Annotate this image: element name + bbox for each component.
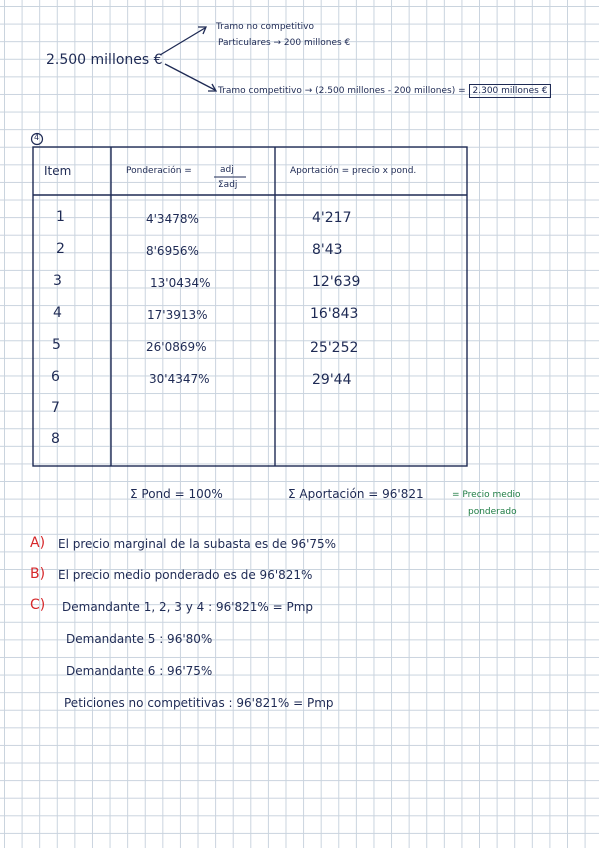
sum-aportacion: Σ Aportación = 96'821 — [288, 487, 424, 501]
row-2-pond: 8'6956% — [146, 244, 199, 258]
arrow-down-line — [165, 64, 215, 90]
row-1-pond: 4'3478% — [146, 212, 199, 226]
row-4-item: 4 — [53, 305, 62, 321]
branch-competitive — [218, 86, 551, 96]
row-5-aport: 25'252 — [310, 340, 359, 356]
answer-c-line3: Demandante 6 : 96'75% — [66, 664, 213, 678]
header-fraction-denominator: Σadj — [218, 180, 238, 190]
header-ponderacion: Ponderación = — [126, 166, 192, 176]
row-6-item: 6 — [51, 369, 60, 385]
answer-c-line1: Demandante 1, 2, 3 y 4 : 96'821% = Pmp — [62, 600, 314, 614]
answer-b-label: B) — [30, 566, 46, 582]
row-4-pond: 17'3913% — [147, 308, 208, 322]
row-3-pond: 13'0434% — [150, 276, 211, 290]
header-aportacion: Aportación = precio x pond. — [290, 166, 417, 176]
circle-marker-label: 4 — [34, 133, 40, 142]
row-8-item: 8 — [51, 431, 60, 447]
row-1-aport: 4'217 — [312, 210, 352, 226]
total-amount: 2.500 millones € — [46, 52, 163, 68]
header-item: Item — [44, 164, 72, 178]
row-4-aport: 16'843 — [310, 306, 359, 322]
answer-b-text: El precio medio ponderado es de 96'821% — [58, 568, 313, 582]
row-2-item: 2 — [56, 241, 65, 257]
branch-noncompetitive-title: Tramo no competitivo — [216, 22, 314, 32]
sum-note-line2: ponderado — [468, 507, 517, 517]
row-6-pond: 30'4347% — [149, 372, 210, 386]
branch-competitive-result: 2.300 millones € — [469, 84, 552, 98]
row-5-item: 5 — [52, 337, 61, 353]
branch-noncompetitive-detail: Particulares → 200 millones € — [218, 38, 351, 48]
answer-c-label: C) — [30, 597, 46, 613]
row-2-aport: 8'43 — [312, 242, 343, 258]
row-1-item: 1 — [56, 209, 65, 225]
answer-c-line4: Peticiones no competitivas : 96'821% = Pmp — [64, 696, 334, 710]
arrow-up-line — [160, 28, 205, 55]
row-3-item: 3 — [53, 273, 62, 289]
answer-a-label: A) — [30, 535, 46, 551]
row-6-aport: 29'44 — [312, 372, 352, 388]
answer-a-text: El precio marginal de la subasta es de 96'75% — [58, 537, 337, 551]
row-7-item: 7 — [51, 400, 60, 416]
sum-note-line1: = Precio medio — [452, 490, 521, 500]
row-5-pond: 26'0869% — [146, 340, 207, 354]
row-3-aport: 12'639 — [312, 274, 361, 290]
answer-c-line2: Demandante 5 : 96'80% — [66, 632, 213, 646]
header-fraction-numerator: adj — [220, 165, 234, 175]
branch-competitive-text: Tramo competitivo → (2.500 millones - 200 millones) = — [218, 86, 466, 96]
sum-ponderacion: Σ Pond = 100% — [130, 487, 223, 501]
